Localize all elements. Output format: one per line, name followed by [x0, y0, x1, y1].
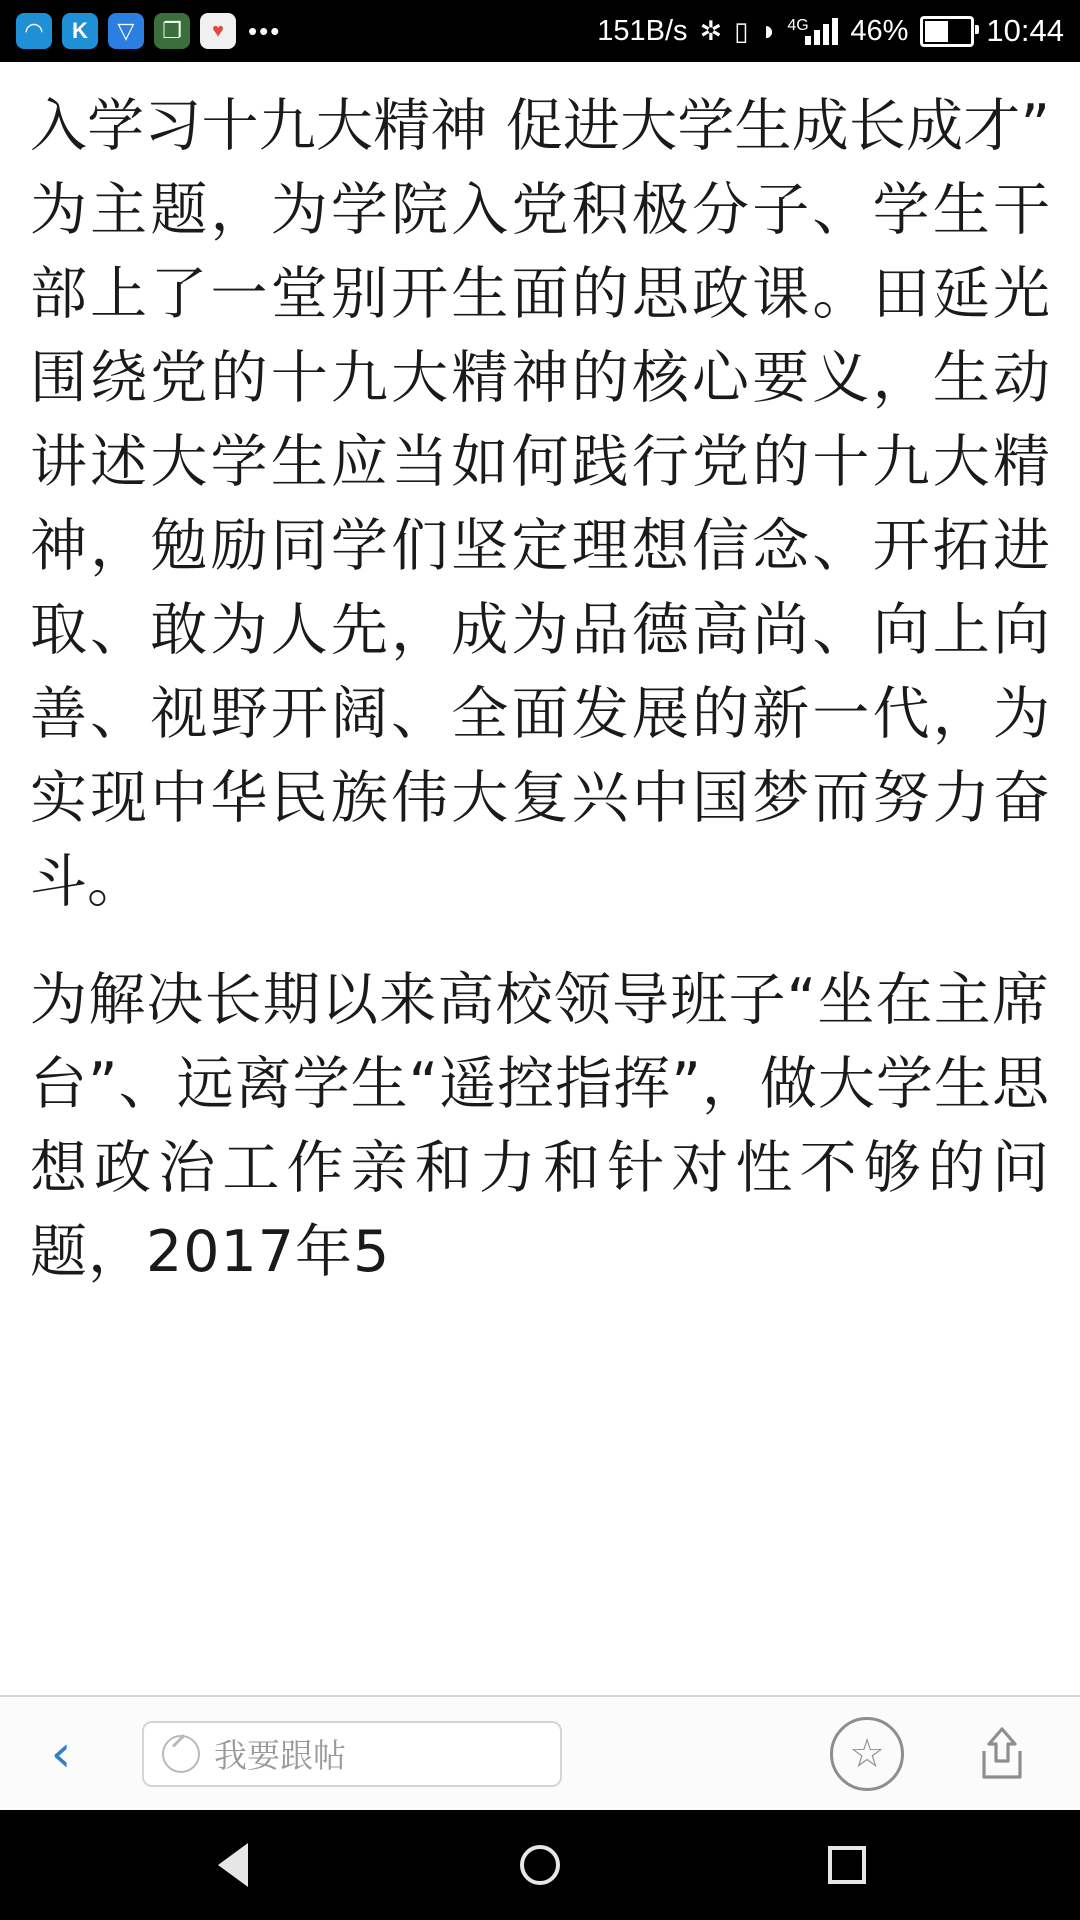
status-bar-notification-icons — [16, 13, 281, 49]
clock-label: 10:44 — [986, 13, 1064, 48]
comment-placeholder-label: 我要跟帖 — [214, 1736, 346, 1775]
status-bar-system-icons — [597, 13, 1064, 49]
android-nav-bar — [0, 1810, 1080, 1920]
comment-input[interactable] — [142, 1721, 562, 1787]
back-triangle-icon — [218, 1843, 248, 1887]
article-content[interactable] — [0, 62, 1080, 1695]
network-speed-label: 151B/s — [597, 14, 688, 47]
bluetooth-icon: ✲ — [699, 15, 723, 46]
gallery-icon: ❐ — [154, 13, 190, 49]
article-paragraph-1: 入学习十九大精神 促进大学生成长成才”为主题，为学院入党积极分子、学生干部上了一堂别开生面的思政课。田延光围绕党的十九大精神的核心要义，生动讲述大学生应当如何践行党的十九大精神，勉励同学们坚定理想信念、开拓进取、敢为人先，成为品德高尚、向上向善、视野开阔、全面发展的新一代，为实现中华民族伟大复兴中国梦而努力奋斗。 — [30, 93, 1050, 915]
signal-bar-1 — [805, 36, 811, 45]
wifi-icon: ◗ — [760, 15, 778, 46]
battery-icon — [920, 16, 974, 47]
favorite-button[interactable]: ☆ — [830, 1717, 904, 1791]
pencil-icon — [162, 1735, 200, 1773]
more-notifications-icon: ••• — [248, 15, 282, 46]
cellular-signal-icon — [789, 18, 838, 45]
article-action-bar — [0, 1695, 1080, 1810]
network-type-label: 4G — [787, 16, 809, 34]
vibrate-icon: ▯ — [734, 15, 749, 46]
signal-bar-2 — [814, 30, 820, 45]
health-icon: ♥ — [200, 13, 236, 49]
nav-back-button[interactable] — [198, 1830, 268, 1900]
signal-bar-4 — [832, 18, 838, 45]
battery-percent-label: 46% — [850, 14, 909, 47]
status-bar — [0, 0, 1080, 62]
share-icon — [976, 1725, 1028, 1783]
vmall-icon: ▽ — [108, 13, 144, 49]
home-circle-icon — [520, 1845, 560, 1885]
recents-square-icon — [828, 1846, 866, 1884]
nav-recents-button[interactable] — [812, 1830, 882, 1900]
nav-home-button[interactable] — [505, 1830, 575, 1900]
share-button[interactable] — [968, 1720, 1036, 1788]
back-button[interactable]: ‹ — [50, 1723, 72, 1784]
signal-bar-3 — [823, 24, 829, 45]
browser-icon: ◠ — [16, 13, 52, 49]
article-paragraph-2: 为解决长期以来高校领导班子“坐在主席台”、远离学生“遥控指挥”，做大学生思想政治工作亲和力和针对性不够的问题，2017年5 — [30, 967, 1050, 1285]
kuaishou-icon: K — [62, 13, 98, 49]
